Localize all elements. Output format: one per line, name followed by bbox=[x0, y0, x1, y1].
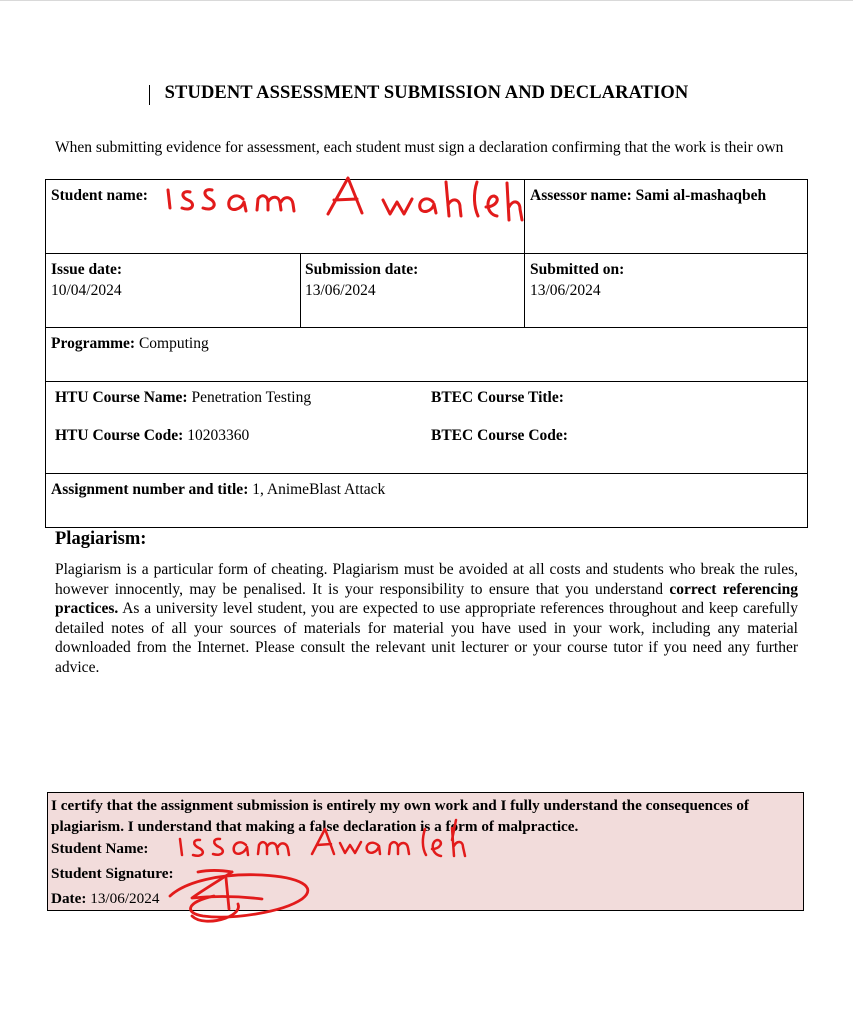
submission-date-value: 13/06/2024 bbox=[305, 282, 376, 299]
programme-value: Computing bbox=[138, 335, 209, 352]
htu-course-code-value: 10203360 bbox=[187, 427, 250, 444]
htu-course-code-label: HTU Course Code: bbox=[55, 427, 184, 444]
htu-course-name-value: Penetration Testing bbox=[191, 389, 312, 406]
submission-date-label: Submission date: bbox=[305, 261, 419, 278]
plagiarism-heading: Plagiarism: bbox=[55, 529, 147, 549]
handwritten-declaration-name bbox=[180, 820, 465, 856]
declaration-statement: I certify that the assignment submission is entirely my own work and I fully understand the consequences of plagiarism. I understand that making a false declaration is a form of malpractice. bbox=[51, 797, 749, 835]
assessor-name-value: Sami al-mashaqbeh bbox=[635, 187, 767, 204]
plagiarism-text-bold: correct referencing practices. bbox=[55, 580, 798, 618]
assessor-name-label: Assessor name: bbox=[530, 187, 632, 204]
plagiarism-text-2: As a university level student, you are expected to use appropriate references throughout and keep carefully detailed notes of all your sources of materials for material you have used in your work, including any material downloaded from the Internet. Please consult the relevant unit lecturer or your course tutor if you need any further advice. bbox=[55, 600, 798, 676]
declaration-date-label: Date: bbox=[51, 890, 87, 907]
declaration-signature-label: Student Signature: bbox=[51, 865, 174, 882]
declaration-date-value: 13/06/2024 bbox=[90, 890, 160, 907]
student-signature-drawing bbox=[170, 871, 308, 922]
assignment-label: Assignment number and title: bbox=[51, 481, 249, 498]
htu-course-name-label: HTU Course Name: bbox=[55, 389, 188, 406]
declaration-student-name-label: Student Name: bbox=[51, 840, 149, 857]
student-name-label: Student name: bbox=[51, 187, 148, 204]
programme-label: Programme: bbox=[51, 335, 136, 352]
page-title: STUDENT ASSESSMENT SUBMISSION AND DECLARATION bbox=[164, 83, 689, 103]
plagiarism-text-1: Plagiarism is a particular form of cheating. Plagiarism must be avoided at all costs and students who break the rules, however innocently, may be penalised. It is your responsibility to ensure that you understand bbox=[55, 561, 798, 598]
btec-course-title-label: BTEC Course Title: bbox=[431, 389, 564, 406]
issue-date-label: Issue date: bbox=[51, 261, 123, 278]
assignment-value: 1, AnimeBlast Attack bbox=[252, 481, 386, 498]
issue-date-value: 10/04/2024 bbox=[51, 282, 122, 299]
submitted-on-value: 13/06/2024 bbox=[530, 282, 601, 299]
handwritten-student-name bbox=[168, 178, 522, 220]
submitted-on-label: Submitted on: bbox=[530, 261, 625, 278]
btec-course-code-label: BTEC Course Code: bbox=[431, 427, 568, 444]
intro-text: When submitting evidence for assessment, each student must sign a declaration confirming that the work is their own bbox=[55, 139, 784, 156]
